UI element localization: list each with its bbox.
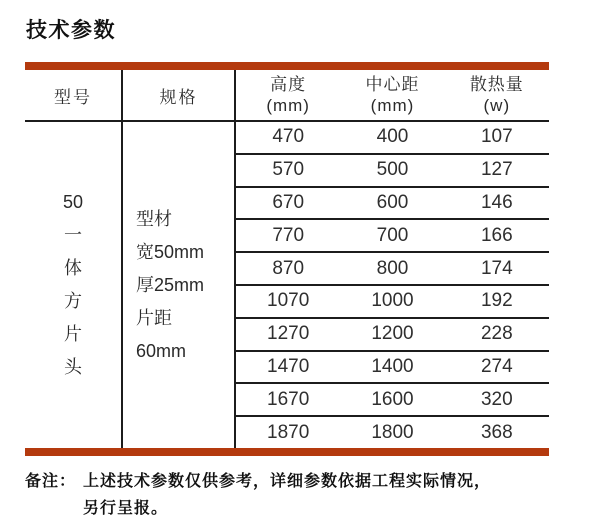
table-row (236, 253, 549, 286)
note-label: 备注： (25, 473, 77, 490)
height-header-label: 高度 (270, 75, 307, 94)
table-row (236, 417, 549, 448)
note (25, 468, 491, 522)
model-line: 一 (64, 225, 82, 245)
center-distance-header-unit: (mm) (370, 96, 415, 115)
heat-output-cell: 228 (480, 323, 513, 345)
model-line: 方 (64, 291, 82, 311)
center-distance-cell: 1200 (371, 323, 414, 345)
heat-output-header-unit: (w) (483, 96, 511, 115)
center-distance-cell: 1600 (371, 388, 414, 410)
center-distance-cell: 1800 (371, 421, 414, 443)
model-header: 型号 (25, 70, 121, 122)
table-top-accent-bar (25, 62, 549, 70)
heat-output-cell: 274 (480, 355, 513, 377)
heat-output-cell: 192 (480, 290, 513, 312)
height-cell: 670 (272, 191, 305, 213)
height-cell: 470 (272, 126, 305, 148)
height-cell: 1870 (267, 421, 310, 443)
data-header-row (236, 70, 549, 122)
center-distance-cell: 1400 (371, 355, 414, 377)
spec-value (123, 122, 234, 448)
model-line: 体 (64, 258, 82, 278)
heat-output-cell: 166 (480, 224, 513, 246)
height-header (236, 70, 340, 120)
table-row (236, 286, 549, 319)
table-row (236, 155, 549, 188)
center-distance-cell: 1000 (371, 290, 414, 312)
model-column (25, 70, 123, 448)
height-cell: 1070 (267, 290, 310, 312)
heat-output-cell: 127 (480, 159, 513, 181)
center-distance-header-label: 中心距 (365, 75, 420, 94)
height-cell: 570 (272, 159, 305, 181)
height-cell: 1470 (267, 355, 310, 377)
table-row (236, 352, 549, 385)
heat-output-cell: 368 (480, 421, 513, 443)
center-distance-cell: 800 (376, 257, 409, 279)
heat-output-header (445, 70, 549, 120)
table-row (236, 384, 549, 417)
center-distance-cell: 600 (376, 191, 409, 213)
center-distance-cell: 500 (376, 159, 409, 181)
model-line: 片 (64, 324, 82, 344)
note-line-1: 上述技术参数仅供参考，详细参数依据工程实际情况， (83, 473, 492, 490)
height-cell: 870 (272, 257, 305, 279)
model-line: 50 (62, 192, 84, 212)
spec-line: 宽50mm (136, 241, 205, 262)
height-cell: 1670 (267, 388, 310, 410)
table-body (25, 70, 549, 448)
center-distance-header (340, 70, 444, 120)
height-cell: 770 (272, 224, 305, 246)
model-value (25, 122, 121, 448)
note-text (83, 468, 491, 522)
spec-line: 片距 (136, 307, 172, 328)
center-distance-cell: 700 (376, 224, 409, 246)
spec-line: 60mm (136, 340, 187, 361)
table-row (236, 122, 549, 155)
data-columns (236, 70, 549, 448)
page-title: 技术参数 (26, 19, 116, 42)
data-rows (236, 122, 549, 448)
table-bottom-accent-bar (25, 448, 549, 456)
spec-table (25, 62, 549, 456)
table-row (236, 319, 549, 352)
table-row (236, 220, 549, 253)
spec-line: 厚25mm (136, 274, 205, 295)
note-line-2: 另行呈报。 (83, 500, 169, 517)
heat-output-cell: 107 (480, 126, 513, 148)
heat-output-cell: 320 (480, 388, 513, 410)
height-cell: 1270 (267, 323, 310, 345)
table-row (236, 188, 549, 221)
spec-header: 规格 (123, 70, 234, 122)
heat-output-cell: 174 (480, 257, 513, 279)
spec-line: 型材 (136, 208, 172, 229)
heat-output-cell: 146 (480, 191, 513, 213)
height-header-unit: (mm) (266, 96, 310, 115)
center-distance-cell: 400 (376, 126, 409, 148)
model-line: 头 (64, 357, 82, 377)
spec-column (123, 70, 236, 448)
heat-output-header-label: 散热量 (469, 75, 524, 94)
